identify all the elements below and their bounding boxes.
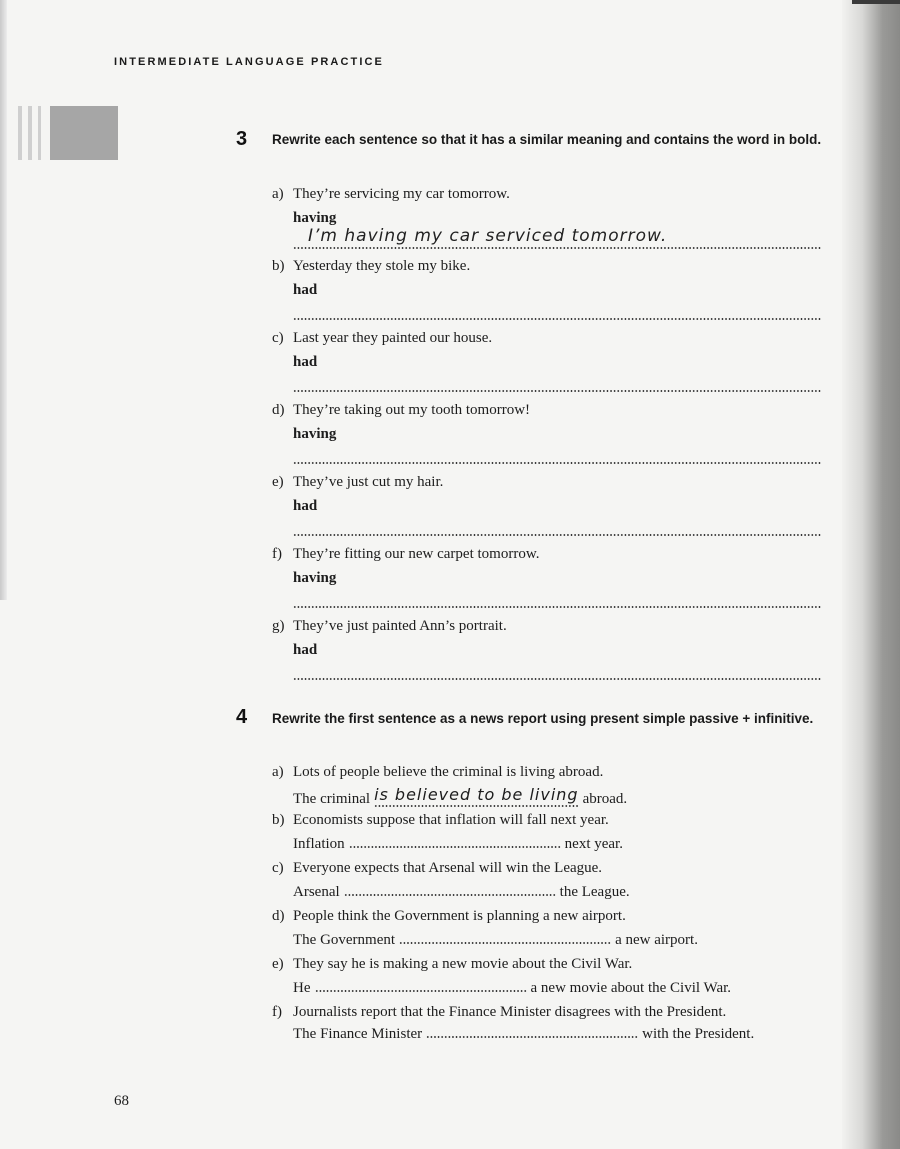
handwritten-answer: is believed to be living: [374, 785, 579, 804]
exercise-3-number: 3: [236, 128, 248, 150]
item-label: b): [272, 812, 285, 828]
completion-start: The Finance Minister: [293, 1026, 423, 1042]
completion-end: a new airport.: [615, 932, 698, 948]
item-sentence: They’re servicing my car tomorrow.: [293, 186, 510, 202]
answer-field[interactable]: [374, 785, 579, 808]
item-sentence: Economists suppose that inflation will fall next year.: [293, 812, 609, 828]
item-completion-line: [293, 1026, 754, 1043]
item-sentence: They’ve just painted Ann’s portrait.: [293, 618, 507, 634]
item-label: c): [272, 860, 284, 876]
item-keyword: had: [293, 354, 318, 370]
exercise-4-instruction: Rewrite the first sentence as a news report using present simple passive + infinitive.: [272, 711, 814, 726]
completion-start: Inflation: [293, 836, 345, 852]
item-label: f): [272, 1004, 282, 1020]
completion-end: the League.: [559, 884, 630, 900]
item-sentence: Journalists report that the Finance Minister disagrees with the President.: [293, 1004, 727, 1020]
item-keyword: had: [293, 282, 318, 298]
answer-blank[interactable]: [399, 942, 611, 944]
completion-start: The Government: [293, 932, 396, 948]
answer-line[interactable]: [293, 534, 821, 536]
answer-blank[interactable]: [349, 846, 561, 848]
answer-line[interactable]: [293, 462, 821, 464]
completion-start: He: [293, 980, 311, 996]
answer-line[interactable]: [293, 318, 821, 320]
item-keyword: having: [293, 426, 337, 442]
item-label: b): [272, 258, 285, 274]
handwritten-answer: I’m having my car serviced tomorrow.: [308, 226, 668, 246]
item-keyword: had: [293, 642, 318, 658]
item-sentence: They’re taking out my tooth tomorrow!: [293, 402, 531, 418]
item-label: d): [272, 402, 285, 418]
answer-blank[interactable]: [315, 990, 527, 992]
answer-line[interactable]: [293, 390, 821, 392]
item-sentence: Lots of people believe the criminal is living abroad.: [293, 764, 604, 780]
item-sentence: They say he is making a new movie about the Civil War.: [293, 956, 633, 972]
item-label: f): [272, 546, 282, 562]
binding-top-mark: [852, 0, 900, 4]
item-label: e): [272, 474, 284, 490]
item-completion-line: [293, 932, 698, 949]
completion-start: The criminal: [293, 791, 371, 807]
answer-line[interactable]: [293, 247, 821, 249]
scan-edge-left: [0, 0, 7, 600]
completion-start: Arsenal: [293, 884, 340, 900]
item-sentence: They’re fitting our new carpet tomorrow.: [293, 546, 540, 562]
completion-end: with the President.: [642, 1026, 755, 1042]
item-sentence: Yesterday they stole my bike.: [293, 258, 471, 274]
answer-blank[interactable]: [426, 1036, 638, 1038]
item-label: e): [272, 956, 284, 972]
chapter-tab-block: [50, 106, 118, 160]
item-keyword: had: [293, 498, 318, 514]
item-completion-line: [293, 980, 731, 997]
book-binding-shadow: [842, 0, 900, 1149]
answer-line[interactable]: [293, 678, 821, 680]
page-number: 68: [114, 1093, 129, 1109]
item-keyword: having: [293, 570, 337, 586]
item-sentence: People think the Government is planning a new airport.: [293, 908, 626, 924]
item-label: a): [272, 186, 284, 202]
item-sentence: Last year they painted our house.: [293, 330, 493, 346]
item-sentence: They’ve just cut my hair.: [293, 474, 444, 490]
item-label: d): [272, 908, 285, 924]
completion-end: next year.: [564, 836, 623, 852]
exercise-4-number: 4: [236, 706, 248, 728]
completion-end: abroad.: [582, 791, 628, 807]
item-keyword: having: [293, 210, 337, 226]
item-completion-line: [293, 785, 628, 808]
answer-line[interactable]: [293, 606, 821, 608]
item-completion-line: [293, 836, 623, 853]
exercise-3-instruction: Rewrite each sentence so that it has a similar meaning and contains the word in bold.: [272, 132, 822, 147]
running-head: INTERMEDIATE LANGUAGE PRACTICE: [114, 56, 384, 68]
item-label: g): [272, 618, 285, 634]
item-completion-line: [293, 884, 630, 901]
completion-end: a new movie about the Civil War.: [530, 980, 732, 996]
item-sentence: Everyone expects that Arsenal will win the League.: [293, 860, 603, 876]
item-label: a): [272, 764, 284, 780]
answer-blank[interactable]: [344, 894, 556, 896]
item-label: c): [272, 330, 284, 346]
